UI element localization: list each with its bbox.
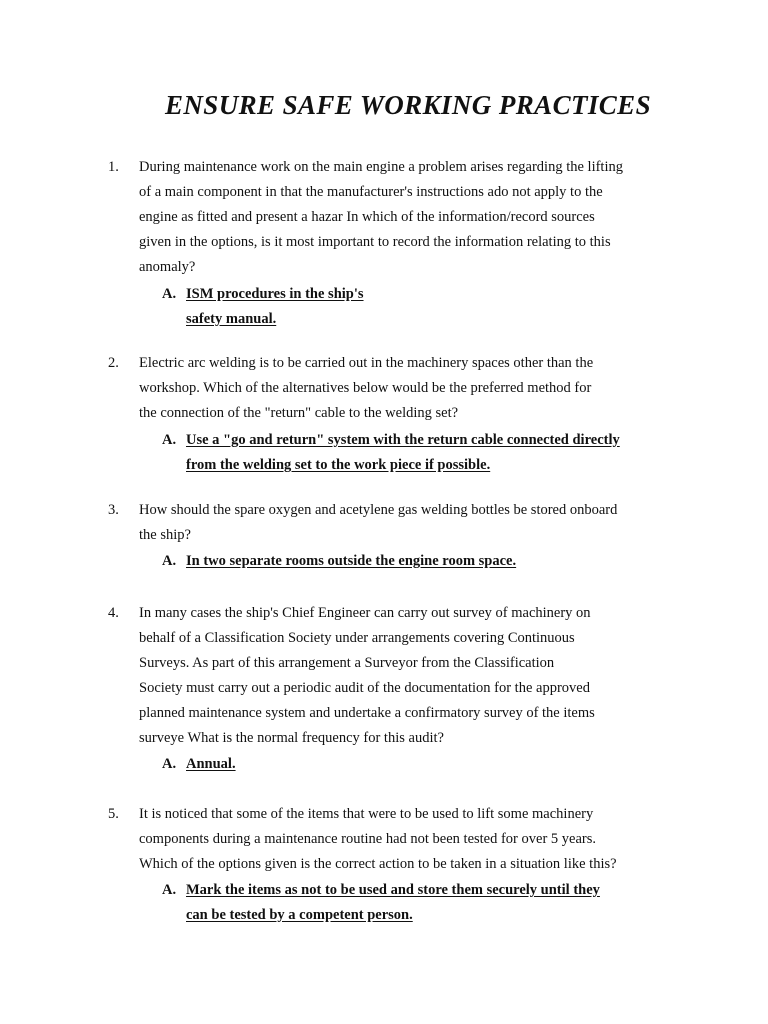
question-line: behalf of a Classification Society under arrangements covering Continuous (139, 630, 575, 646)
answer-letter: A. (162, 286, 177, 302)
answer-line: Annual. (186, 756, 236, 772)
question-text (139, 601, 667, 751)
answer-line: In two separate rooms outside the engine room space. (186, 553, 517, 569)
answer-line: ISM procedures in the ship's (186, 286, 364, 302)
question-line: the connection of the "return" cable to the welding set? (139, 405, 459, 421)
question-line: Electric arc welding is to be carried out in the machinery spaces other than the (139, 355, 594, 371)
question-line: components during a maintenance routine had not been tested for over 5 years. (139, 831, 596, 847)
question-line: given in the options, is it most important to record the information relating to this (139, 234, 611, 250)
question-text (139, 802, 667, 877)
question-number: 5. (108, 806, 119, 822)
question-text (139, 498, 667, 548)
answer-letter: A. (162, 553, 177, 569)
answer-line: Use a "go and return" system with the return cable connected directly (186, 432, 620, 448)
question-line: During maintenance work on the main engine a problem arises regarding the lifting (139, 159, 623, 175)
answer-text (186, 549, 686, 574)
question-text (139, 155, 667, 280)
question-line: It is noticed that some of the items that were to be used to lift some machinery (139, 806, 594, 822)
answer-line: from the welding set to the work piece if possible. (186, 457, 491, 473)
answer-letter: A. (162, 756, 177, 772)
question-line: Which of the options given is the correct action to be taken in a situation like this? (139, 856, 617, 872)
answer-text (186, 282, 686, 332)
question-line: In many cases the ship's Chief Engineer can carry out survey of machinery on (139, 605, 591, 621)
question-line: engine as fitted and present a hazar In which of the information/record sources (139, 209, 595, 225)
question-line: Surveys. As part of this arrangement a Surveyor from the Classification (139, 655, 555, 671)
question-line: of a main component in that the manufacturer's instructions ado not apply to the (139, 184, 603, 200)
page-title: ENSURE SAFE WORKING PRACTICES (164, 90, 652, 120)
question-line: the ship? (139, 527, 191, 543)
answer-text (186, 752, 686, 777)
answer-letter: A. (162, 882, 177, 898)
question-text (139, 351, 667, 426)
answer-line: Mark the items as not to be used and store them securely until they (186, 882, 600, 898)
question-line: How should the spare oxygen and acetylene gas welding bottles be stored onboard (139, 502, 618, 518)
question-number: 1. (108, 159, 119, 175)
answer-letter: A. (162, 432, 177, 448)
question-number: 4. (108, 605, 119, 621)
question-line: surveye What is the normal frequency for this audit? (139, 730, 444, 746)
question-line: workshop. Which of the alternatives below would be the preferred method for (139, 380, 592, 396)
question-number: 3. (108, 502, 119, 518)
answer-line: safety manual. (186, 311, 277, 327)
question-line: Society must carry out a periodic audit of the documentation for the approved (139, 680, 590, 696)
question-number: 2. (108, 355, 119, 371)
question-line: anomaly? (139, 259, 196, 275)
answer-text (186, 878, 686, 928)
answer-line: can be tested by a competent person. (186, 907, 413, 923)
answer-text (186, 428, 686, 478)
question-line: planned maintenance system and undertake a confirmatory survey of the items (139, 705, 595, 721)
